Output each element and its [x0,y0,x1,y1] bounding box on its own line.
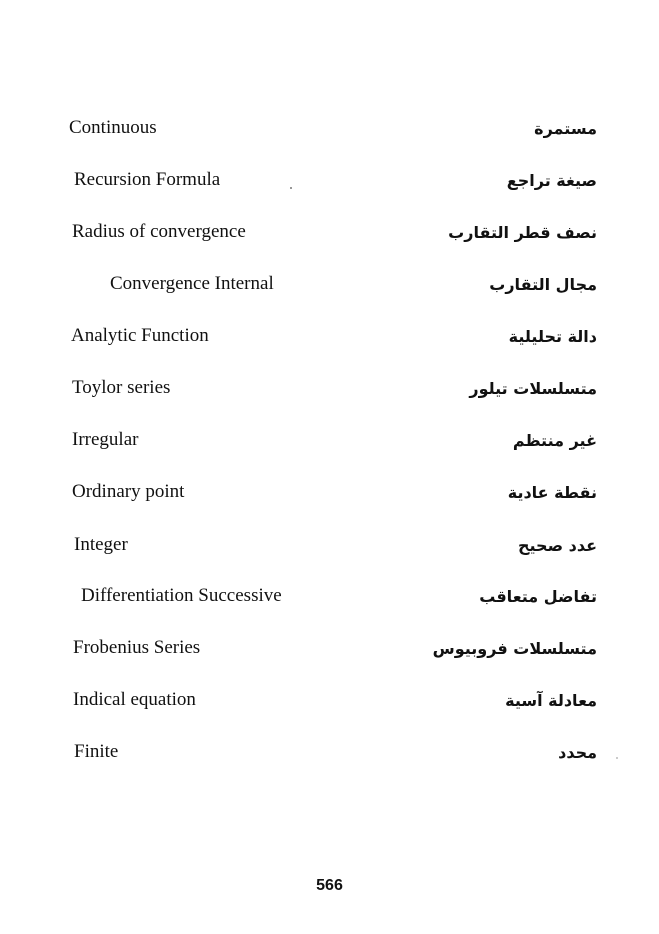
term-arabic: عدد صحيح [517,536,597,555]
term-arabic: محدد [558,743,597,762]
term-arabic: متسلسلات فروبيوس [432,639,597,658]
term-arabic: دالة تحليلية [508,327,597,346]
term-arabic: مستمرة [534,119,597,138]
term-arabic: نصف قطر التقارب [448,223,597,242]
term-english: Integer [74,534,128,555]
term-arabic: مجال التقارب [489,275,597,294]
term-english: Continuous [69,117,157,138]
term-english: Ordinary point [72,481,185,502]
term-english: Radius of convergence [72,221,246,242]
scan-speck [616,757,618,759]
term-english: Finite [74,741,119,762]
term-english: Frobenius Series [73,637,201,658]
term-english: Recursion Formula [74,169,221,190]
page-number: 566 [316,877,343,894]
term-english: Toylor series [72,377,171,398]
term-arabic: تفاضل متعاقب [479,587,597,606]
term-arabic: متسلسلات تيلور [469,379,597,398]
term-english: Differentiation Successive [81,585,282,606]
term-arabic: غير منتظم [512,431,597,450]
term-english: Irregular [72,429,139,450]
term-arabic: معادلة آسية [505,691,597,710]
scan-speck [290,187,292,189]
term-arabic: نقطة عادية [507,483,597,502]
term-arabic: صيغة تراجع [506,171,597,190]
term-english: Indical equation [73,689,196,710]
term-english: Analytic Function [71,325,209,346]
term-english: Convergence Internal [110,273,274,294]
